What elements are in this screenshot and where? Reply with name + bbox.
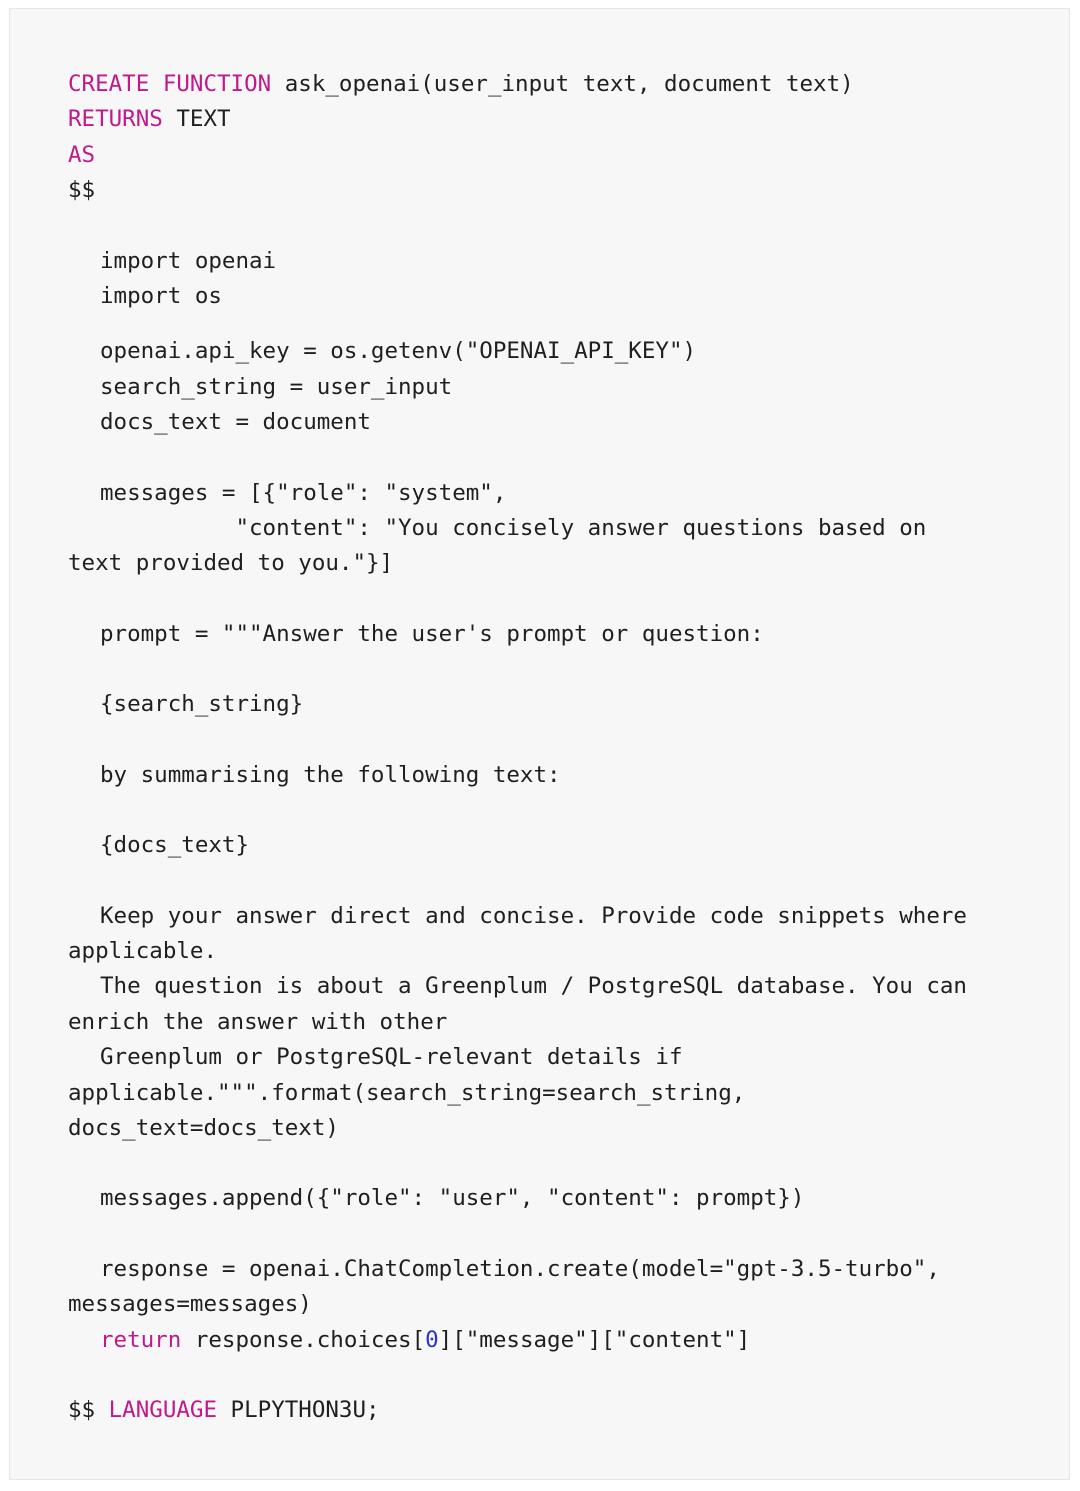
code-line: messages.append({"role": "user", "content": prompt}) [100, 1185, 805, 1212]
keyword: RETURNS [68, 106, 163, 133]
code-line: $$ [68, 177, 96, 204]
keyword: LANGUAGE [108, 1396, 218, 1423]
code-line: Keep your answer direct and concise. Provide code snippets where [100, 902, 967, 929]
code-line: prompt = """Answer the user's prompt or question: [100, 620, 764, 647]
code-line [68, 67, 1028, 102]
number-literal: 0 [425, 1326, 439, 1353]
code-line [68, 1393, 1028, 1428]
keyword: return [100, 1326, 182, 1353]
code-line: import os [100, 283, 222, 310]
code-text: ask_openai(user_input text, document text) [271, 71, 854, 97]
code-line: search_string = user_input [100, 373, 453, 400]
code-line: "content": "You concisely answer questions based on [100, 515, 927, 542]
code-line: {search_string} [100, 691, 304, 718]
code-line: enrich the answer with other [68, 1008, 448, 1035]
keyword: AS [68, 141, 96, 168]
code-line: applicable.""".format(search_string=search_string, [68, 1079, 746, 1106]
code-line: text provided to you."}] [68, 550, 394, 577]
code-text: PLPYTHON3U; [217, 1396, 380, 1423]
code-line: messages = [{"role": "system", [100, 479, 507, 506]
code-line: messages=messages) [68, 1291, 312, 1318]
code-text: $$ [68, 1396, 109, 1423]
code-line: {docs_text} [100, 832, 250, 859]
code-text: TEXT [162, 106, 231, 133]
code-line [68, 138, 1028, 173]
code-line [68, 102, 1028, 137]
code-content [68, 67, 1028, 1428]
code-line [68, 1323, 1028, 1358]
code-text: response.choices[ [181, 1326, 426, 1353]
code-block [9, 8, 1070, 1480]
code-text: ]["message"]["content"] [438, 1326, 751, 1353]
code-line: by summarising the following text: [100, 761, 561, 788]
code-line: docs_text=docs_text) [68, 1114, 339, 1141]
keyword: CREATE [68, 71, 150, 97]
code-line: docs_text = document [100, 409, 371, 436]
code-line: import openai [100, 247, 277, 274]
code-line: applicable. [68, 937, 218, 964]
code-line: The question is about a Greenplum / PostgreSQL database. You can [100, 973, 967, 1000]
keyword: FUNCTION [162, 71, 272, 97]
code-line: response = openai.ChatCompletion.create(model="gpt-3.5-turbo", [100, 1255, 940, 1282]
code-line: openai.api_key = os.getenv("OPENAI_API_KEY") [100, 338, 697, 365]
code-line: Greenplum or PostgreSQL-relevant details if [100, 1044, 683, 1071]
